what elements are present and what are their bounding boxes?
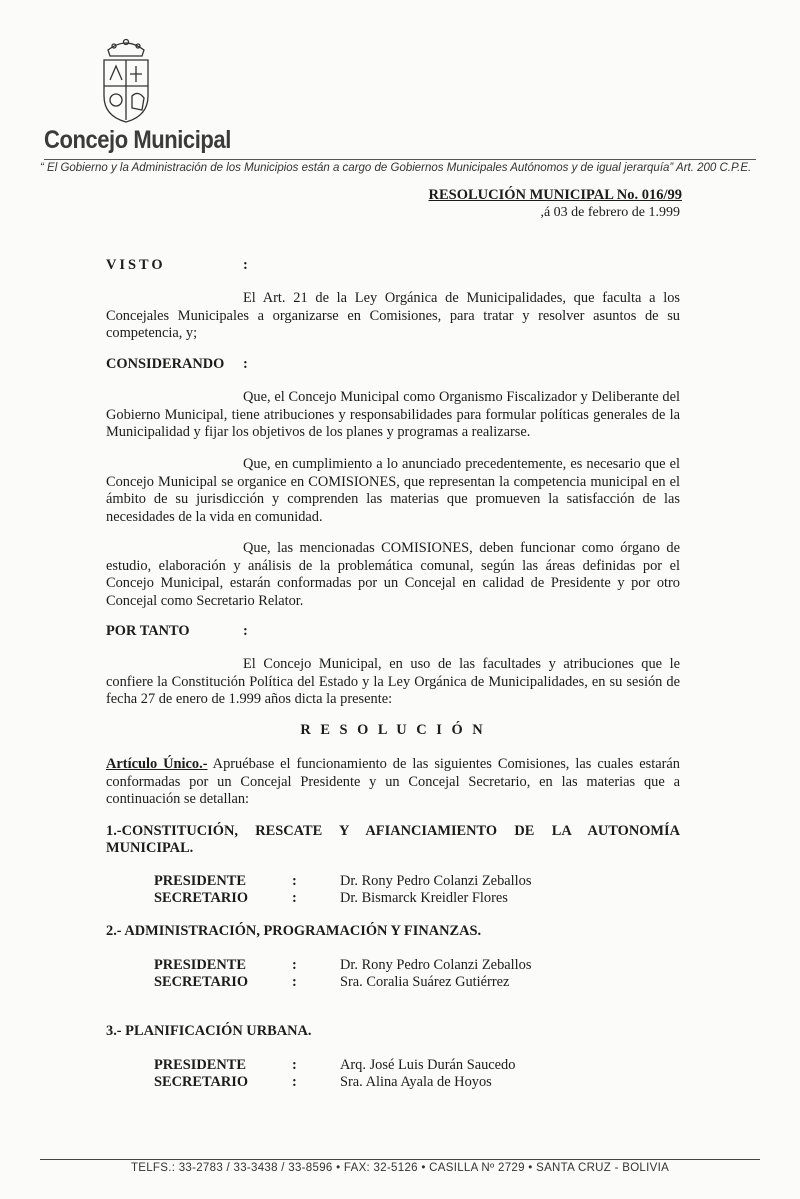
visto-colon: : <box>243 257 248 273</box>
articulo-text: Apruébase el funcionamiento de las siguientes Comisiones, las cuales estarán conformadas por un Concejal Presidente y un Concejal Secretario, en las materias que a continuación se detallan: <box>106 756 680 807</box>
considerando-heading: CONSIDERANDO <box>106 356 225 372</box>
commission-1-colon-2: : <box>292 890 297 906</box>
footer-divider <box>40 1159 760 1160</box>
commission-2-title: 2.- ADMINISTRACIÓN, PROGRAMACIÓN Y FINANZAS. <box>106 923 482 939</box>
considerando-colon: : <box>243 356 248 372</box>
brand-divider <box>44 159 756 160</box>
considerando-paragraph-3: Que, las mencionadas COMISIONES, deben funcionar como órgano de estudio, elaboración y análisis de la problemática comunal, según las áreas definidas por el Concejo Municipal, estarán conformadas por un Concejal en calidad de Presidente y por otro Concejal como Secretario Relator. <box>106 540 680 609</box>
footer-contact: TELFS.: 33-2783 / 33-3438 / 33-8596 • FAX: 32-5126 • CASILLA Nº 2729 • SANTA CRUZ - BOLIVIA <box>130 1162 670 1174</box>
articulo-label: Artículo Único.- <box>106 756 208 772</box>
resolution-number: RESOLUCIÓN MUNICIPAL No. 016/99 <box>428 187 682 203</box>
commission-2-presidente-label: PRESIDENTE <box>154 957 246 973</box>
municipal-crest-icon <box>96 36 156 124</box>
commission-3-title: 3.- PLANIFICACIÓN URBANA. <box>106 1023 312 1039</box>
commission-3-colon-2: : <box>292 1074 297 1090</box>
motto: “ El Gobierno y la Administración de los Municipios están a cargo de Gobiernos Municipales Autónomos y de igual jerarquía” Art. 200 C.P.E. <box>40 162 752 174</box>
commission-2-colon-2: : <box>292 974 297 990</box>
articulo-unico <box>106 756 680 809</box>
commission-2-presidente: Dr. Rony Pedro Colanzi Zeballos <box>340 957 532 973</box>
commission-1-title: 1.-CONSTITUCIÓN, RESCATE Y AFIANCIAMIENTO DE LA AUTONOMÍA MUNICIPAL. <box>106 823 680 856</box>
commission-1-colon-1: : <box>292 873 297 889</box>
considerando-paragraph-1: Que, el Concejo Municipal como Organismo Fiscalizador y Deliberante del Gobierno Municipal, tiene atribuciones y responsabilidades para formular políticas generales de la Municipalidad y fijar los objetivos de los planes y programas a realizarse. <box>106 389 680 440</box>
considerando-paragraph-2: Que, en cumplimiento a lo anunciado precedentemente, es necesario que el Concejo Municipal se organice en COMISIONES, que representan la competencia municipal en el ámbito de su jurisdicción y comprenden las materias que promueven la satisfacción de las necesidades de la vida en comunidad. <box>106 456 680 525</box>
resolucion-title: R E S O L U C I Ó N <box>300 722 486 738</box>
commission-1-presidente: Dr. Rony Pedro Colanzi Zeballos <box>340 873 532 889</box>
portanto-heading: POR TANTO <box>106 623 190 639</box>
visto-text: El Art. 21 de la Ley Orgánica de Municipalidades, que faculta a los Concejales Municipales a organizarse en Comisiones, para tratar y resolver asuntos de su competencia, y; <box>106 290 680 341</box>
visto-heading: VISTO <box>106 257 166 273</box>
commission-3-secretario-label: SECRETARIO <box>154 1074 249 1090</box>
commission-1-secretario: Dr. Bismarck Kreidler Flores <box>340 890 508 906</box>
commission-3-secretario: Sra. Alina Ayala de Hoyos <box>340 1074 492 1090</box>
commission-2-colon-1: : <box>292 957 297 973</box>
commission-1-secretario-label: SECRETARIO <box>154 890 249 906</box>
commission-2-secretario: Sra. Coralia Suárez Gutiérrez <box>340 974 510 990</box>
commission-3-colon-1: : <box>292 1057 297 1073</box>
commission-3-presidente-label: PRESIDENTE <box>154 1057 246 1073</box>
commission-3-presidente: Arq. José Luis Durán Saucedo <box>340 1057 516 1073</box>
portanto-text: El Concejo Municipal, en uso de las facultades y atribuciones que le confiere la Constitución Política del Estado y la Ley Orgánica de Municipalidades, en su sesión de fecha 27 de enero de 1.999 años dicta la presente: <box>106 656 680 707</box>
resolution-date: ,á 03 de febrero de 1.999 <box>540 205 680 220</box>
commission-1-presidente-label: PRESIDENTE <box>154 873 246 889</box>
portanto-colon: : <box>243 623 248 639</box>
brand-title: Concejo Municipal <box>44 126 231 154</box>
commission-2-secretario-label: SECRETARIO <box>154 974 249 990</box>
